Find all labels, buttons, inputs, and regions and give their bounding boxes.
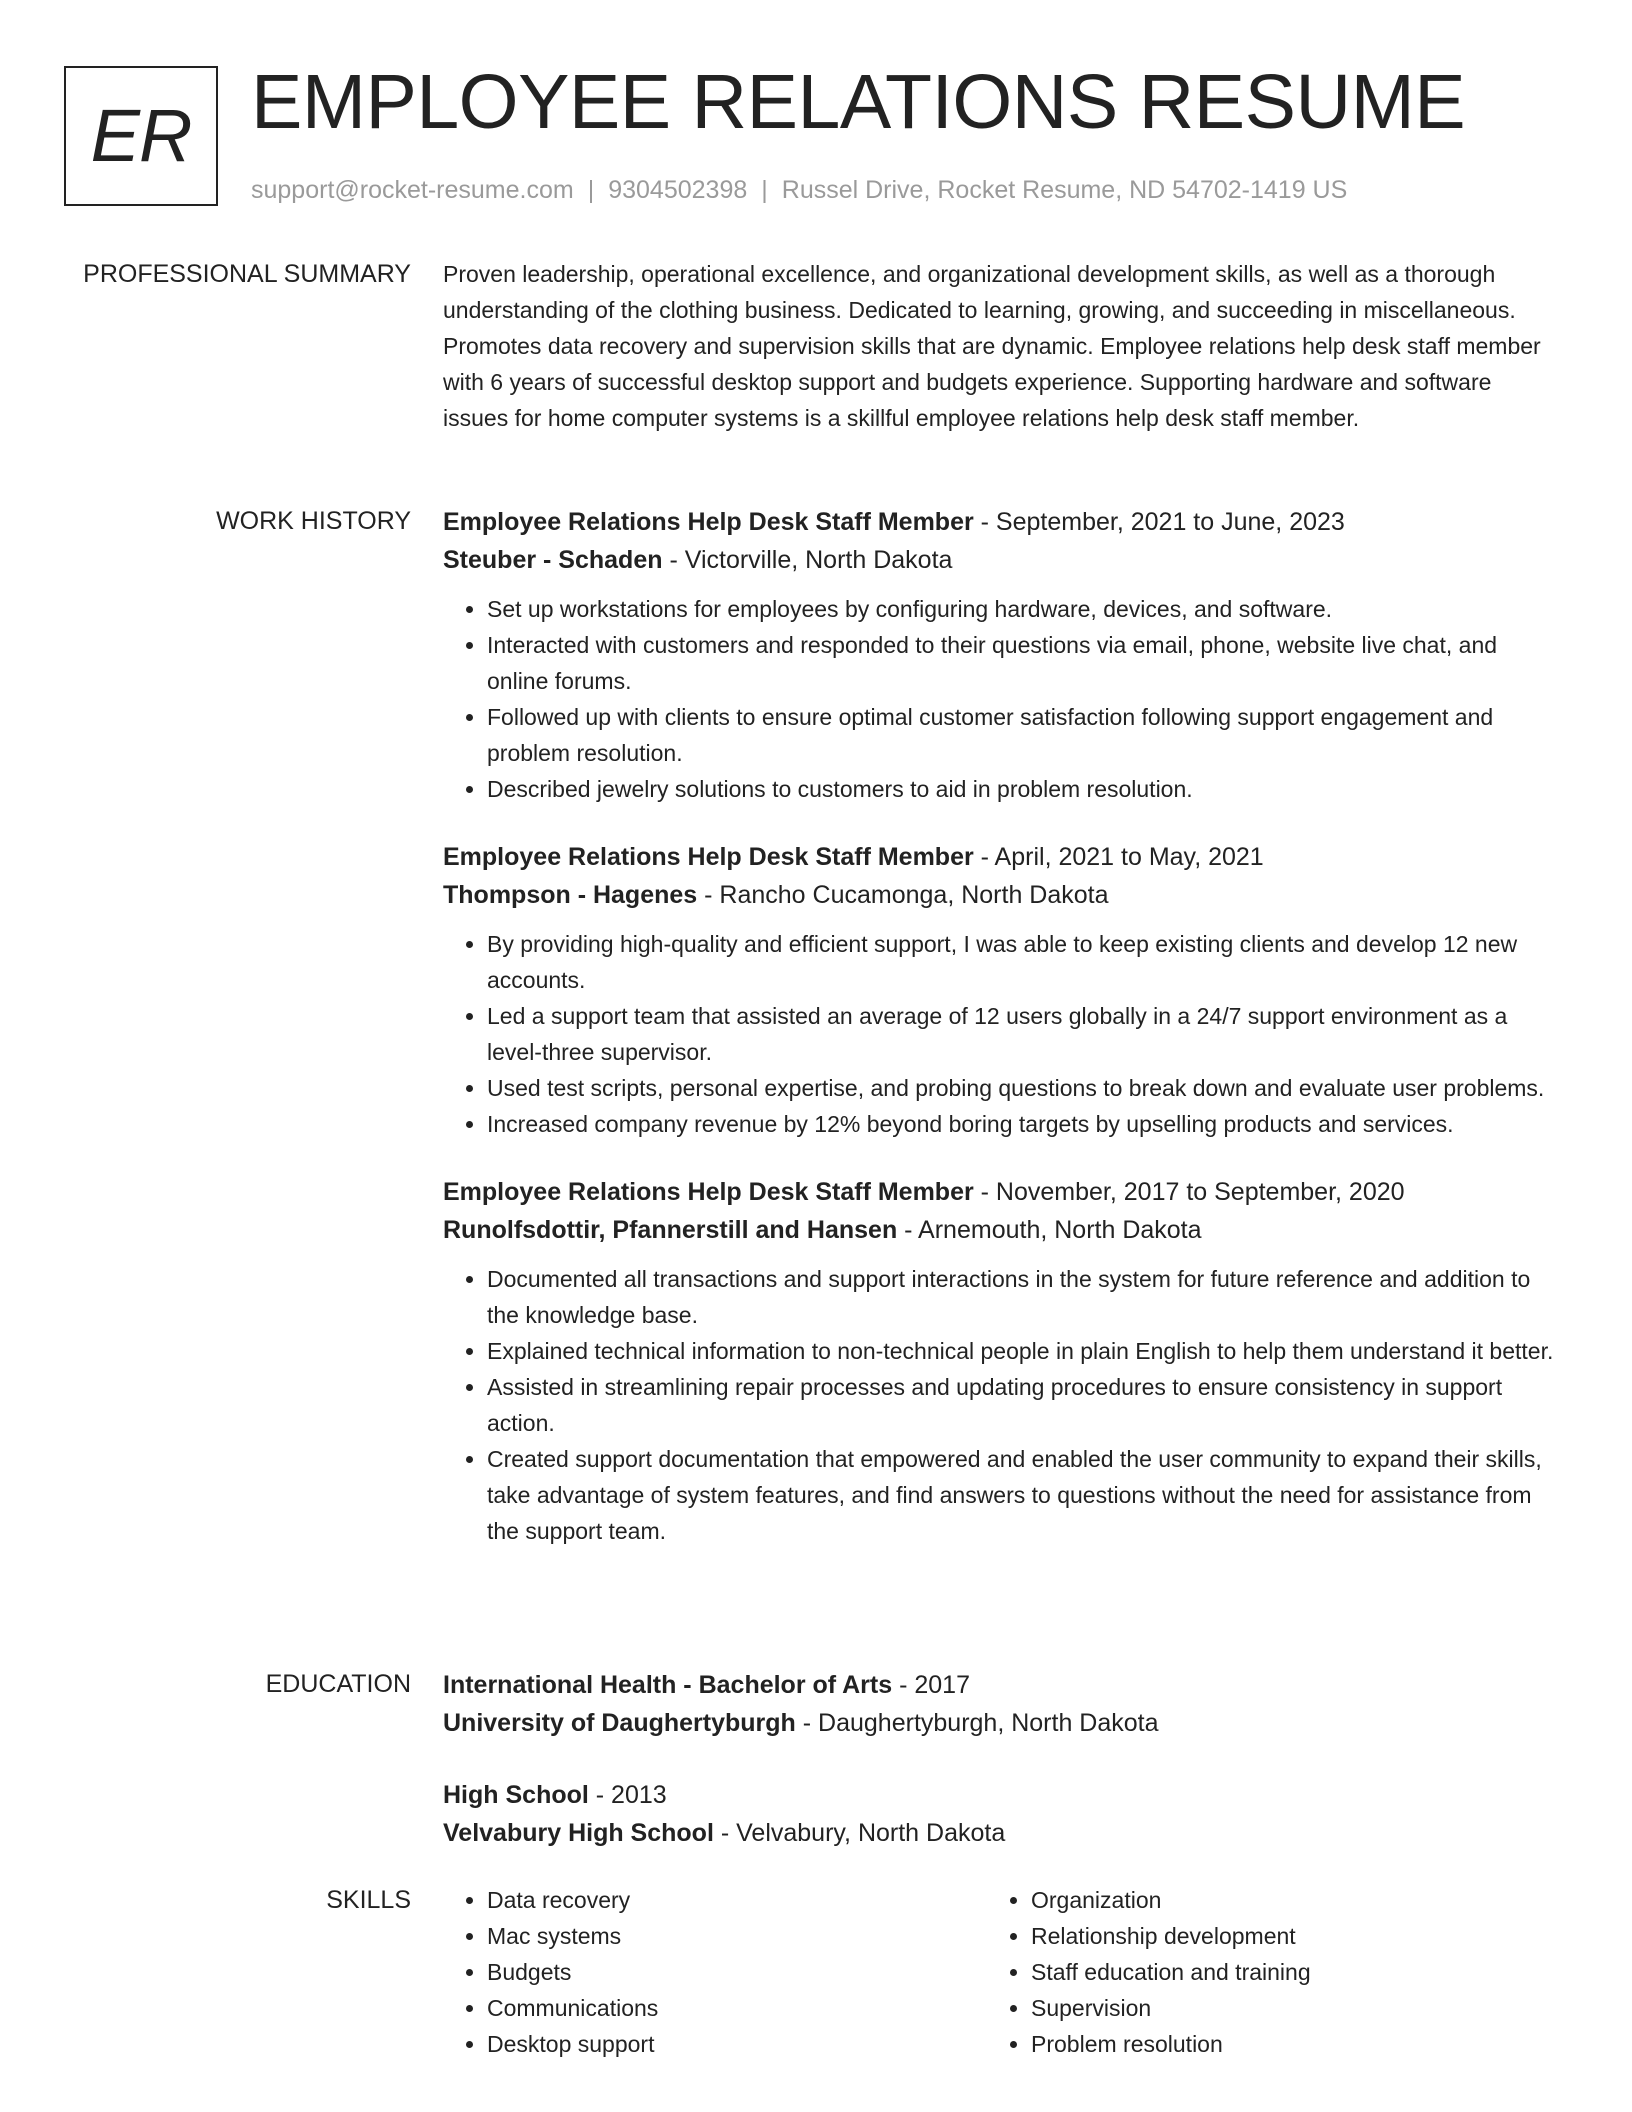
education-location: - Velvabury, North Dakota bbox=[713, 1819, 1006, 1847]
section-title-skills: SKILLS bbox=[326, 1886, 411, 1914]
section-title-work: WORK HISTORY bbox=[216, 507, 411, 535]
education-degree: International Health - Bachelor of Arts bbox=[443, 1671, 893, 1699]
skills-body bbox=[443, 1882, 1561, 2062]
job-title: Employee Relations Help Desk Staff Member bbox=[443, 508, 974, 536]
job-bullet: • Created support documentation that empowered and enabled the user community to expand their skills, take advantage of system features, and find answers to questions without the need for assistance from the support team. bbox=[487, 1441, 1561, 1549]
job-company: Thompson - Hagenes bbox=[443, 881, 698, 909]
job-title: Employee Relations Help Desk Staff Member bbox=[443, 843, 974, 871]
job-title-line bbox=[443, 1173, 1561, 1211]
job-company: Runolfsdottir, Pfannerstill and Hansen bbox=[443, 1216, 898, 1244]
job-entry bbox=[443, 503, 1561, 807]
contact-address: Russel Drive, Rocket Resume, ND 54702-1419 US bbox=[781, 176, 1348, 204]
job-entry bbox=[443, 838, 1561, 1142]
resume-title: EMPLOYEE RELATIONS RESUME bbox=[251, 59, 1466, 145]
education-school: University of Daughertyburgh bbox=[443, 1709, 796, 1737]
job-bullet: • Increased company revenue by 12% beyond boring targets by upselling products and services. bbox=[487, 1106, 1561, 1142]
job-bullet: • Set up workstations for employees by configuring hardware, devices, and software. bbox=[487, 591, 1561, 627]
education-school-line bbox=[443, 1704, 1561, 1742]
education-entry bbox=[443, 1666, 1561, 1742]
education-year: - 2017 bbox=[892, 1671, 970, 1699]
job-bullet: • Described jewelry solutions to customers to aid in problem resolution. bbox=[487, 771, 1561, 807]
job-bullets bbox=[443, 926, 1561, 1142]
job-bullet: • Documented all transactions and support interactions in the system for future reference and addition to the knowledge base. bbox=[487, 1261, 1561, 1333]
job-company-line bbox=[443, 876, 1561, 914]
skill-item: • Mac systems bbox=[487, 1918, 987, 1954]
summary-body bbox=[443, 256, 1561, 436]
monogram-box bbox=[64, 66, 218, 206]
education-school-line bbox=[443, 1814, 1561, 1852]
contact-phone: 9304502398 bbox=[608, 176, 748, 204]
skill-item: • Staff education and training bbox=[1031, 1954, 1531, 1990]
job-bullet: • Used test scripts, personal expertise, and probing questions to break down and evaluate user problems. bbox=[487, 1070, 1561, 1106]
skill-item: • Communications bbox=[487, 1990, 987, 2026]
skill-item: • Problem resolution bbox=[1031, 2026, 1531, 2062]
skill-item: • Supervision bbox=[1031, 1990, 1531, 2026]
education-degree: High School bbox=[443, 1781, 589, 1809]
job-bullets bbox=[443, 1261, 1561, 1549]
job-bullet: • Assisted in streamlining repair processes and updating procedures to ensure consistency in support action. bbox=[487, 1369, 1561, 1441]
job-dates: - April, 2021 to May, 2021 bbox=[973, 843, 1264, 871]
education-location: - Daughertyburgh, North Dakota bbox=[795, 1709, 1159, 1737]
skill-item: • Budgets bbox=[487, 1954, 987, 1990]
skill-item: • Organization bbox=[1031, 1882, 1531, 1918]
job-company-line bbox=[443, 541, 1561, 579]
skill-item: • Desktop support bbox=[487, 2026, 987, 2062]
job-title-line bbox=[443, 838, 1561, 876]
job-title-line bbox=[443, 503, 1561, 541]
skill-item: • Relationship development bbox=[1031, 1918, 1531, 1954]
job-bullet: • Followed up with clients to ensure optimal customer satisfaction following support engagement and problem resolution. bbox=[487, 699, 1561, 771]
job-bullet: • Explained technical information to non-technical people in plain English to help them understand it better. bbox=[487, 1333, 1561, 1369]
job-company: Steuber - Schaden bbox=[443, 546, 663, 574]
contact-separator: | bbox=[587, 176, 595, 204]
education-body bbox=[443, 1666, 1561, 1852]
education-entry bbox=[443, 1776, 1561, 1852]
education-degree-line bbox=[443, 1776, 1561, 1814]
contact-line bbox=[251, 172, 1347, 208]
job-title: Employee Relations Help Desk Staff Member bbox=[443, 1178, 974, 1206]
section-title-summary: PROFESSIONAL SUMMARY bbox=[83, 260, 411, 288]
job-bullets bbox=[443, 591, 1561, 807]
skills-list-left bbox=[443, 1882, 987, 2062]
contact-separator: | bbox=[761, 176, 768, 204]
education-year: - 2013 bbox=[588, 1781, 667, 1809]
summary-text: Proven leadership, operational excellence, and organizational development skills, as well as a thorough understanding of the clothing business. Dedicated to learning, growing, and succeeding in miscellaneous. Promotes data recovery and supervision skills that are dynamic. Employee relations help desk staff member with 6 years of successful desktop support and budgets experience. Supporting hardware and software issues for home computer systems is a skillful employee relations help desk staff member. bbox=[443, 261, 1541, 431]
work-history-body bbox=[443, 503, 1561, 1549]
job-entry bbox=[443, 1173, 1561, 1549]
skill-item: • Data recovery bbox=[487, 1882, 987, 1918]
education-degree-line bbox=[443, 1666, 1561, 1704]
skills-list-right bbox=[987, 1882, 1531, 2062]
job-bullet: • By providing high-quality and efficient support, I was able to keep existing clients and develop 12 new accounts. bbox=[487, 926, 1561, 998]
job-company-line bbox=[443, 1211, 1561, 1249]
job-dates: - September, 2021 to June, 2023 bbox=[973, 508, 1345, 536]
job-dates: - November, 2017 to September, 2020 bbox=[973, 1178, 1405, 1206]
education-school: Velvabury High School bbox=[443, 1819, 714, 1847]
monogram-text: ER bbox=[90, 94, 192, 177]
job-bullet: • Interacted with customers and responded to their questions via email, phone, website live chat, and online forums. bbox=[487, 627, 1561, 699]
job-location: - Arnemouth, North Dakota bbox=[897, 1216, 1202, 1244]
job-location: - Rancho Cucamonga, North Dakota bbox=[697, 881, 1109, 909]
job-location: - Victorville, North Dakota bbox=[662, 546, 953, 574]
contact-email: support@rocket-resume.com bbox=[251, 176, 574, 204]
section-title-education: EDUCATION bbox=[265, 1670, 411, 1698]
job-bullet: • Led a support team that assisted an average of 12 users globally in a 24/7 support environment as a level-three supervisor. bbox=[487, 998, 1561, 1070]
